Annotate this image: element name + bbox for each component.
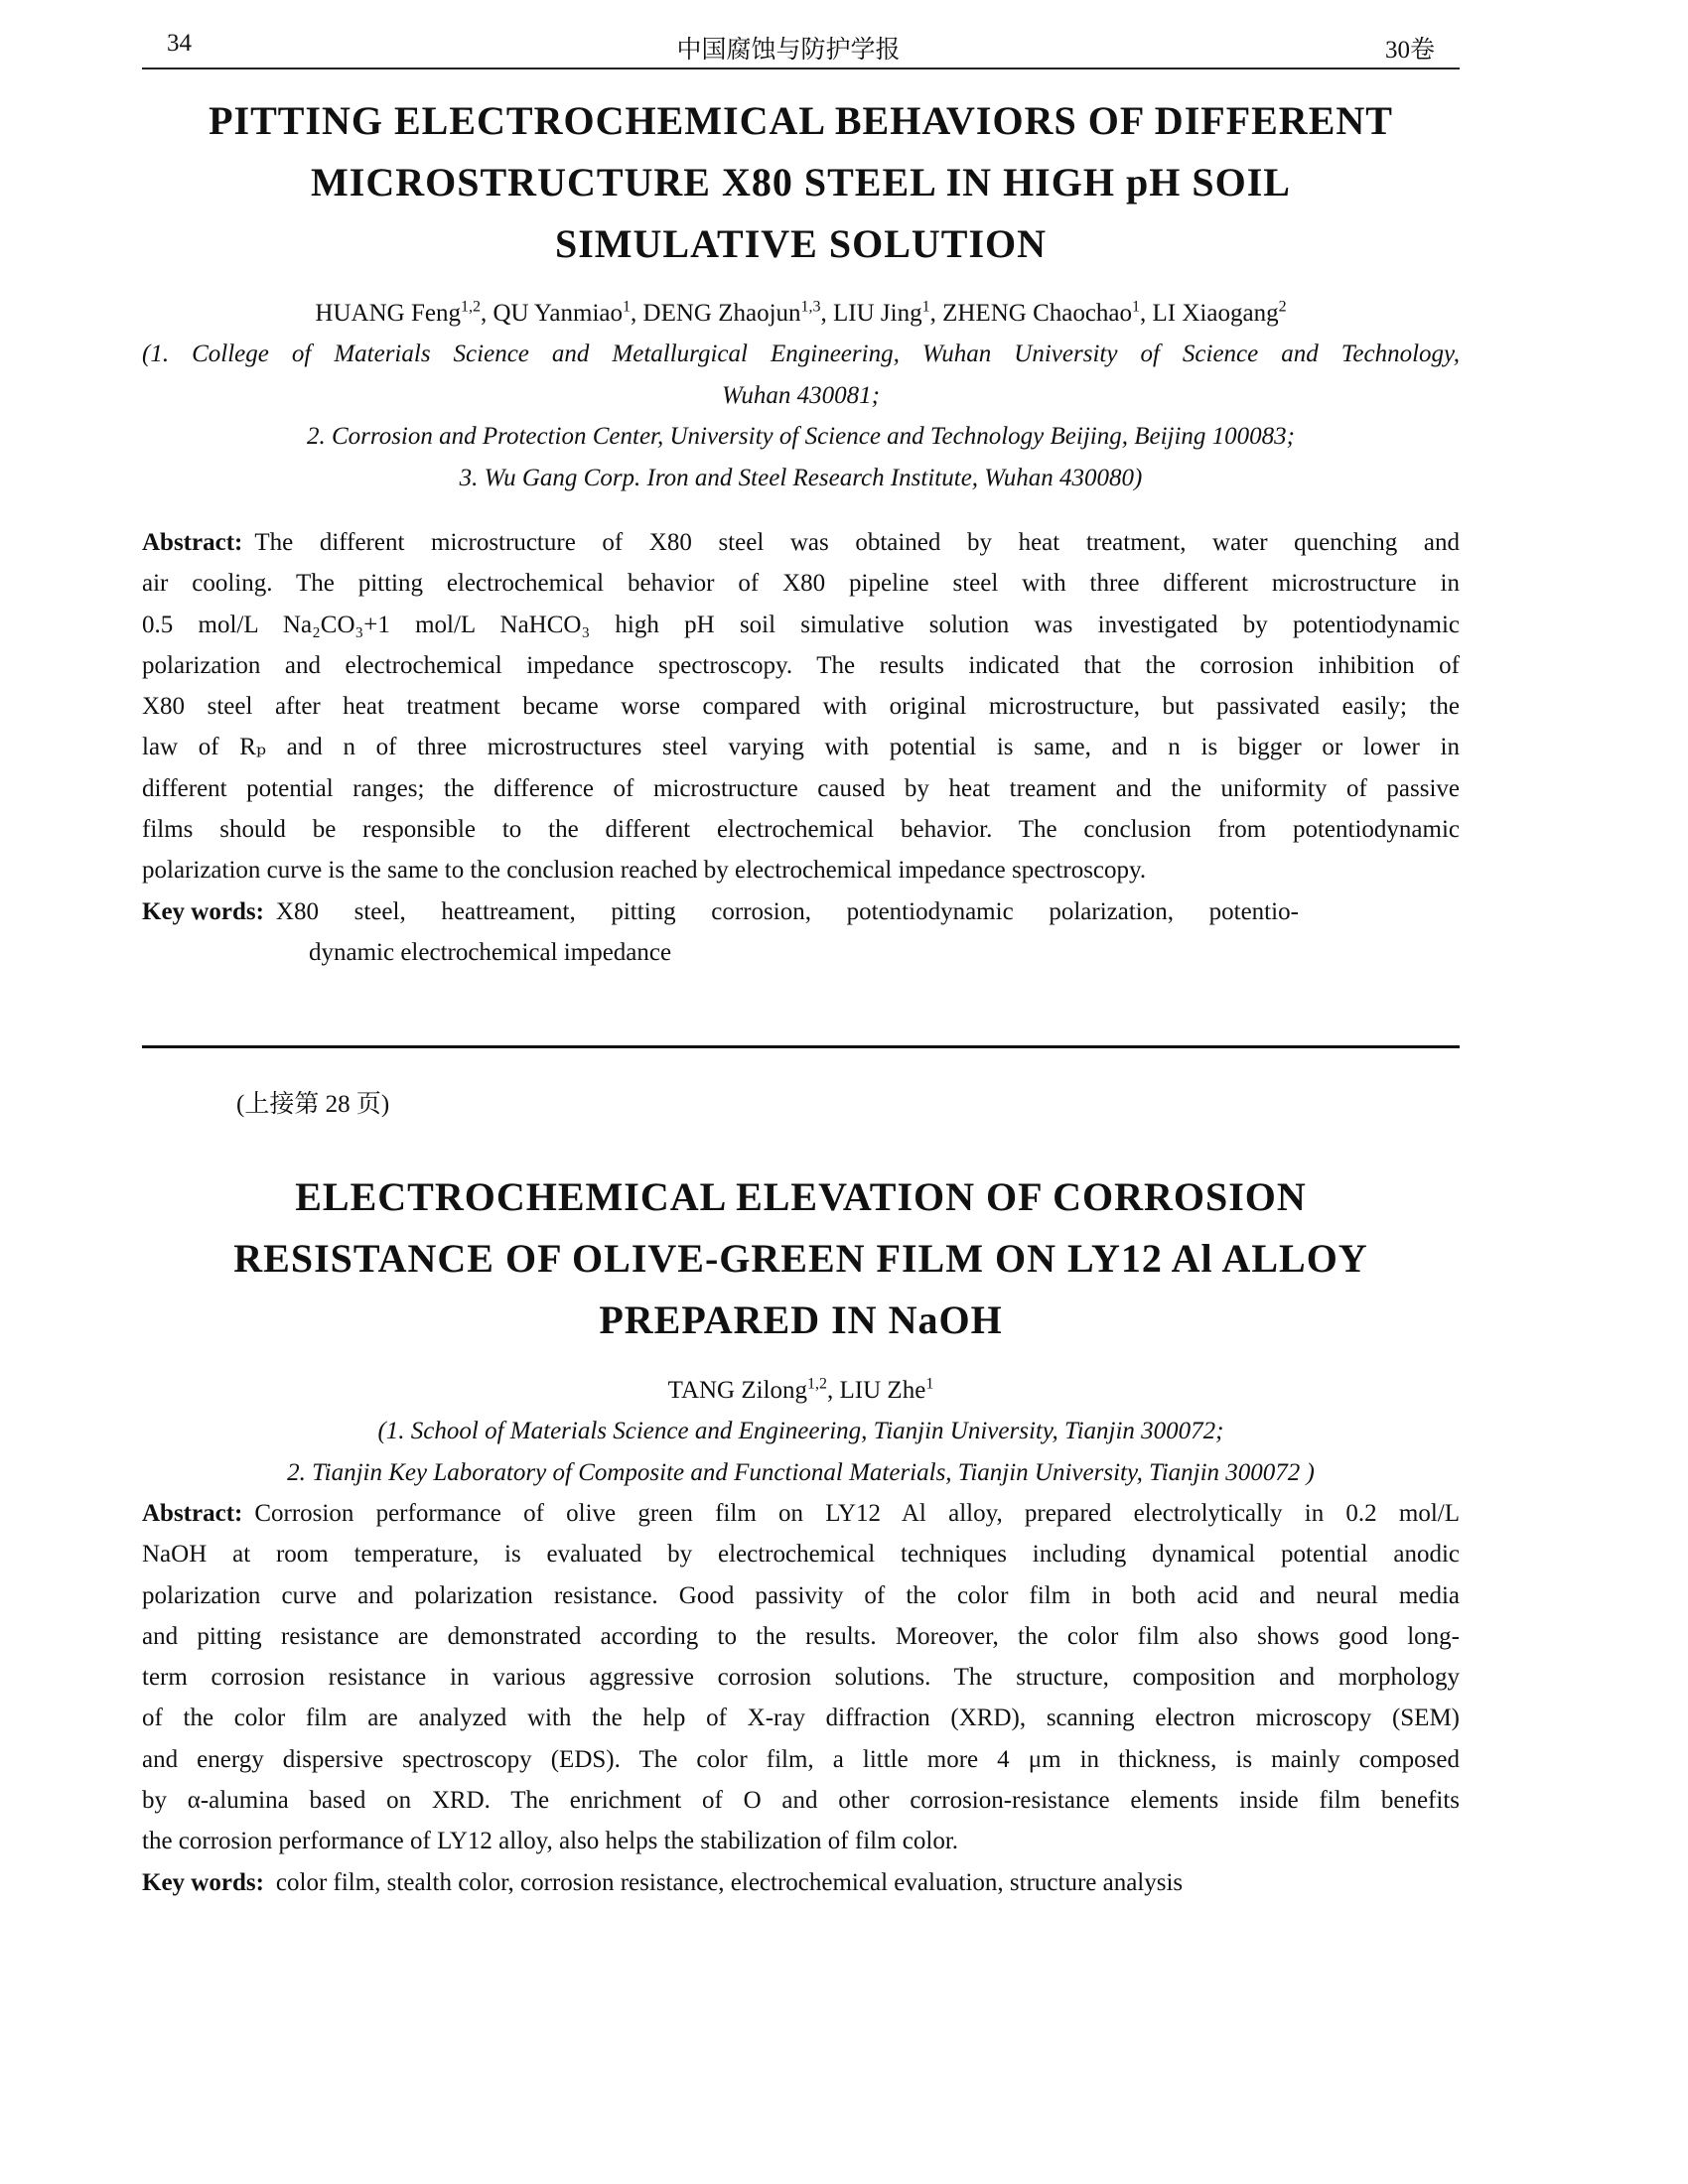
abstract-text: The different microstructure of X80 steel was obtained by heat treatment, water quenching and [254, 529, 1460, 556]
article2-affiliations [142, 1411, 1460, 1493]
article2-title [142, 1166, 1460, 1351]
keywords-label: Key words: [142, 1868, 264, 1896]
article2-abstract [142, 1493, 1460, 1903]
author-name: HUANG Feng [315, 300, 461, 327]
title-line: PREPARED IN NaOH [599, 1297, 1003, 1342]
author-affiliation-mark: 1,3 [800, 298, 821, 316]
abstract-text: by α-alumina based on XRD. The enrichment of O and other corrosion-resistance elements inside film benefits [142, 1787, 1460, 1815]
keywords-line [142, 1862, 1460, 1903]
keywords-label: Key words: [142, 897, 264, 925]
abstract-line [142, 686, 1460, 727]
affiliation-line: 3. Wu Gang Corp. Iron and Steel Research Institute, Wuhan 430080) [459, 464, 1143, 491]
title-line: MICROSTRUCTURE X80 STEEL IN HIGH pH SOIL [311, 160, 1291, 205]
keywords-text: X80 steel, heattreament, pitting corrosion, potentiodynamic polarization, potentio- [275, 897, 1299, 925]
abstract-text: and energy dispersive spectroscopy (EDS). The color film, a little more 4 μm in thickness, is mainly composed [142, 1745, 1460, 1773]
author-name: TANG Zilong [667, 1377, 808, 1404]
page-number: 34 [167, 30, 192, 57]
header-rule [142, 68, 1460, 69]
author-affiliation-mark: 2 [1278, 298, 1287, 316]
abstract-text: 0.5 mol/L Na₂CO₃+1 mol/L NaHCO₃ high pH soil simulative solution was investigated by potentiodynamic [142, 611, 1460, 638]
keywords-text: dynamic electrochemical impedance [309, 938, 672, 966]
journal-name: 中国腐蚀与防护学报 [676, 37, 901, 64]
abstract-line [142, 1575, 1460, 1616]
abstract-text: of the color film are analyzed with the help of X-ray diffraction (XRD), scanning electron microscopy (SEM) [142, 1705, 1460, 1732]
affiliation-line: 2. Corrosion and Protection Center, University of Science and Technology Beijing, Beijing 100083; [307, 423, 1295, 450]
author-affiliation-mark: 1 [1132, 298, 1141, 316]
author-name: DENG Zhaojun [642, 300, 801, 327]
abstract-line [142, 605, 1460, 645]
author-affiliation-mark: 1 [623, 298, 632, 316]
title-line: PITTING ELECTROCHEMICAL BEHAVIORS OF DIFFERENT [209, 98, 1393, 143]
affiliation-line: Wuhan 430081; [721, 381, 881, 409]
section-divider [142, 1045, 1460, 1048]
abstract-text: Corrosion performance of olive green film on LY12 Al alloy, prepared electrolytically in 0.2 mol/L [254, 1500, 1460, 1527]
author-name: LIU Jing [833, 300, 922, 327]
keywords-text: color film, stealth color, corrosion resistance, electrochemical evaluation, structure analysis [275, 1868, 1184, 1896]
abstract-line [142, 1780, 1460, 1821]
article2-authors: TANG Zilong$^{1,2}$, LIU Zhe$^1$ [667, 1375, 934, 1404]
title-line: ELECTROCHEMICAL ELEVATION OF CORROSION [295, 1174, 1307, 1219]
abstract-text: and pitting resistance are demonstrated according to the results. Moreover, the color film also shows good long- [142, 1622, 1460, 1650]
abstract-line [142, 645, 1460, 686]
affiliation-line: (1. School of Materials Science and Engineering, Tianjin University, Tianjin 300072; [377, 1418, 1224, 1444]
abstract-line [142, 1821, 1460, 1861]
author-affiliation-mark: 1 [925, 1375, 934, 1393]
abstract-text: the corrosion performance of LY12 alloy, also helps the stabilization of film color. [142, 1828, 959, 1855]
keywords-line [142, 932, 1460, 973]
abstract-line [142, 850, 1460, 890]
abstract-text: polarization curve and polarization resistance. Good passivity of the color film in both acid and neural media [142, 1581, 1460, 1609]
abstract-line [142, 1739, 1460, 1780]
title-line: SIMULATIVE SOLUTION [554, 221, 1048, 266]
keywords-line [142, 891, 1460, 932]
article1-title [142, 90, 1460, 275]
article1-affiliations [142, 334, 1460, 498]
abstract-line [142, 522, 1460, 563]
author-name: QU Yanmiao [492, 300, 624, 327]
article1-authors: HUANG Feng$^{1,2}$, QU Yanmiao$^1$, DENG Zhaojun$^{1,3}$, LIU Jing$^1$, ZHENG Chaochao$^1$, LI Xiaogang$^2$ [315, 298, 1287, 327]
abstract-text: NaOH at room temperature, is evaluated by electrochemical techniques including dynamical potential anodic [142, 1541, 1460, 1569]
abstract-line [142, 1493, 1460, 1534]
author-affiliation-mark: 1,2 [807, 1375, 828, 1393]
abstract-text: films should be responsible to the different electrochemical behavior. The conclusion from potentiodynamic [142, 816, 1460, 844]
abstract-label: Abstract: [142, 529, 243, 556]
author-name: LI Xiaogang [1152, 300, 1279, 327]
running-header [142, 30, 1460, 66]
abstract-text: law of Rₚ and n of three microstructures steel varying with potential is same, and n is bigger or lower in [142, 734, 1460, 761]
abstract-text: different potential ranges; the difference of microstructure caused by heat treament and the uniformity of passive [142, 774, 1460, 802]
abstract-text: air cooling. The pitting electrochemical behavior of X80 pipeline steel with three different microstructure in [142, 570, 1460, 598]
abstract-line [142, 809, 1460, 850]
abstract-text: X80 steel after heat treatment became worse compared with original microstructure, but passivated easily; the [142, 693, 1460, 721]
author-name: LIU Zhe [839, 1377, 926, 1404]
abstract-text: polarization curve is the same to the conclusion reached by electrochemical impedance spectroscopy. [142, 857, 1147, 885]
author-affiliation-mark: 1,2 [460, 298, 481, 316]
abstract-line [142, 563, 1460, 604]
abstract-text: term corrosion resistance in various aggressive corrosion solutions. The structure, composition and morphology [142, 1664, 1460, 1692]
title-line: RESISTANCE OF OLIVE-GREEN FILM ON LY12 Al ALLOY [233, 1236, 1368, 1281]
abstract-line [142, 768, 1460, 809]
abstract-line [142, 1616, 1460, 1657]
abstract-label: Abstract: [142, 1500, 243, 1527]
abstract-line [142, 1657, 1460, 1698]
author-name: ZHENG Chaochao [942, 300, 1133, 327]
continued-note: (上接第 28 页) [236, 1091, 390, 1118]
abstract-line [142, 727, 1460, 767]
article1-abstract [142, 522, 1460, 973]
affiliation-line: (1. College of Materials Science and Metallurgical Engineering, Wuhan University of Science and Technology, [142, 341, 1460, 367]
abstract-text: polarization and electrochemical impedance spectroscopy. The results indicated that the corrosion inhibition of [142, 651, 1460, 679]
affiliation-line: 2. Tianjin Key Laboratory of Composite and Functional Materials, Tianjin University, Tianjin 300072 ) [287, 1458, 1315, 1486]
volume: 30卷 [1384, 37, 1435, 64]
author-affiliation-mark: 1 [921, 298, 930, 316]
abstract-line [142, 1698, 1460, 1738]
abstract-line [142, 1534, 1460, 1574]
